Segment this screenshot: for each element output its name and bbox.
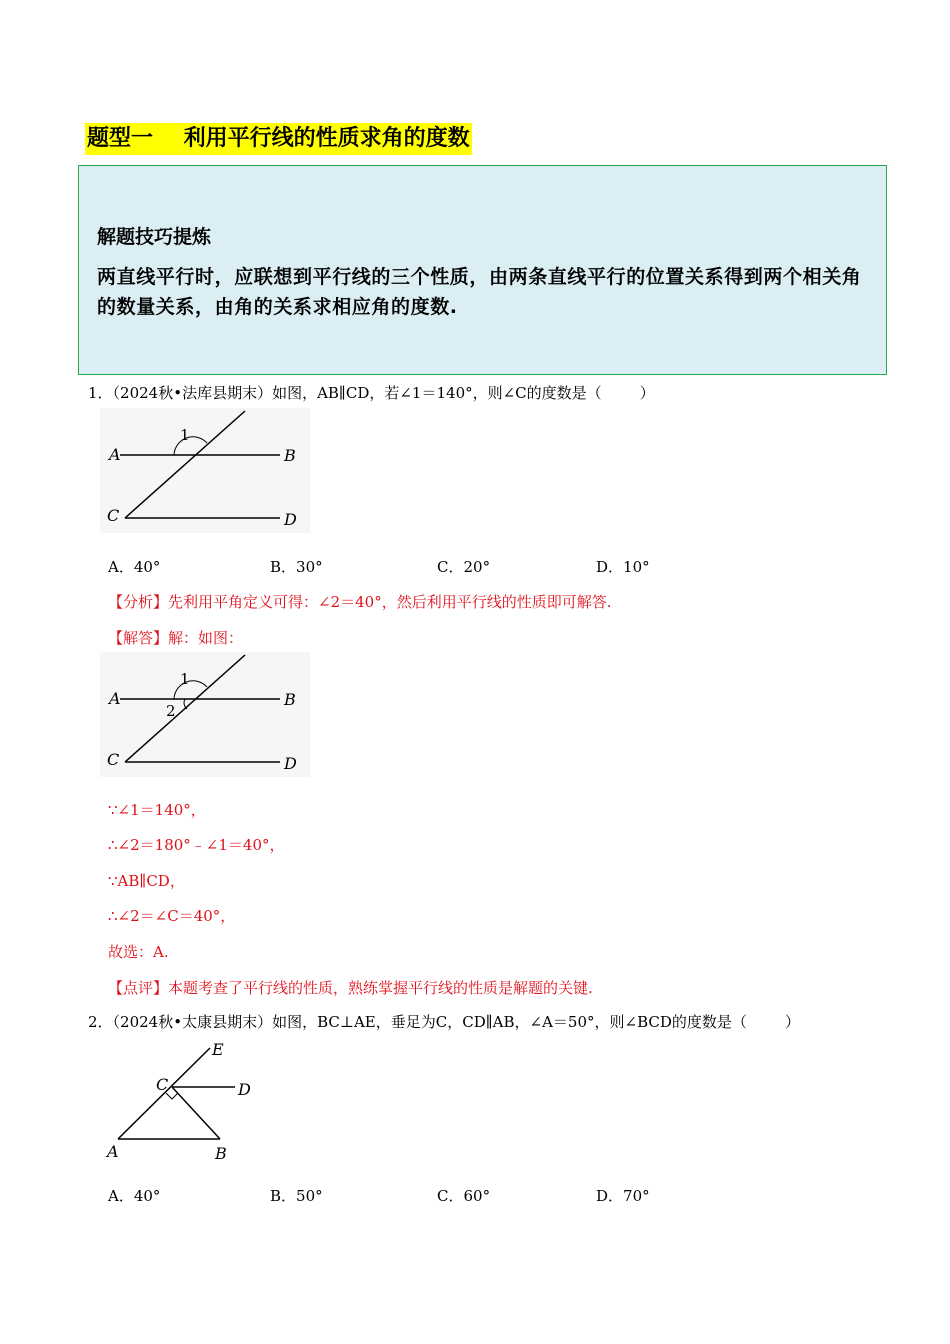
figure-background [100,408,310,533]
q1-source: （2024秋•法库县期末） [112,384,273,402]
q1-step-4: ∴∠2＝∠C＝40°， [108,907,236,925]
q2-stem: 如图，BC⊥AE，垂足为C，CD∥AB，∠A＝50°，则∠BCD的度数是（ ） [272,1013,801,1031]
label-a: A [107,1142,119,1161]
label-b: B [284,690,296,709]
q1-option-a[interactable]: A．40° [108,558,161,576]
figure-background [100,652,310,777]
q1-answer-intro [108,627,243,648]
section-title: 题型一 利用平行线的性质求角的度数 [85,123,472,155]
label-b: B [284,446,296,465]
label-e: E [212,1040,224,1059]
answer-tag: 【解答】 [108,629,169,647]
q2-source: （2024秋•太康县期末） [112,1013,273,1031]
q1-number: 1． [88,384,113,402]
q1-line [88,382,655,403]
analysis-text: 先利用平角定义可得：∠2＝40°，然后利用平行线的性质即可解答. [168,593,612,611]
q1-step-3: ∵AB∥CD， [108,872,185,890]
label-d: D [284,510,297,529]
q1-option-d[interactable]: D．10° [596,558,650,576]
q1-step-5: 故选：A. [108,943,169,961]
tips-heading: 解题技巧提炼 [97,226,212,248]
q1-comment [108,977,593,998]
label-d: D [238,1080,251,1099]
q1-step-1: ∵∠1＝140°， [108,801,206,819]
q1-figure [100,408,310,533]
q2-option-d[interactable]: D．70° [596,1187,650,1205]
q1-option-b[interactable]: B．30° [270,558,323,576]
comment-text: 本题考查了平行线的性质，熟练掌握平行线的性质是解题的关键. [168,979,593,997]
q1-solution-figure [100,652,310,777]
q2-number: 2． [88,1013,113,1031]
label-c: C [107,750,120,769]
label-c: C [107,506,120,525]
label-angle-1: 1 [180,426,190,444]
q2-option-a[interactable]: A．40° [108,1187,161,1205]
q1-option-c[interactable]: C．20° [437,558,491,576]
label-angle-2: 2 [166,702,176,720]
answer-intro-text: 解：如图： [168,629,244,647]
label-c: C [156,1075,169,1094]
q1-analysis [108,591,612,612]
q1-stem: 如图，AB∥CD，若∠1＝140°，则∠C的度数是（ ） [272,384,655,402]
tips-box [78,165,887,375]
q1-step-2: ∴∠2＝180°﹣∠1＝40°， [108,836,285,854]
q2-option-c[interactable]: C．60° [437,1187,491,1205]
comment-tag: 【点评】 [108,979,169,997]
tips-body: 两直线平行时，应联想到平行线的三个性质，由两条直线平行的位置关系得到两个相关角的数量关系，由角的关系求相应角的度数. [97,266,862,318]
label-b: B [215,1144,227,1163]
label-a: A [109,689,121,708]
q2-line [88,1011,800,1032]
label-angle-1: 1 [180,670,190,688]
analysis-tag: 【分析】 [108,593,169,611]
segment-bc [172,1087,220,1139]
label-d: D [284,754,297,773]
label-a: A [109,445,121,464]
q2-option-b[interactable]: B．50° [270,1187,323,1205]
q2-figure [100,1036,270,1166]
